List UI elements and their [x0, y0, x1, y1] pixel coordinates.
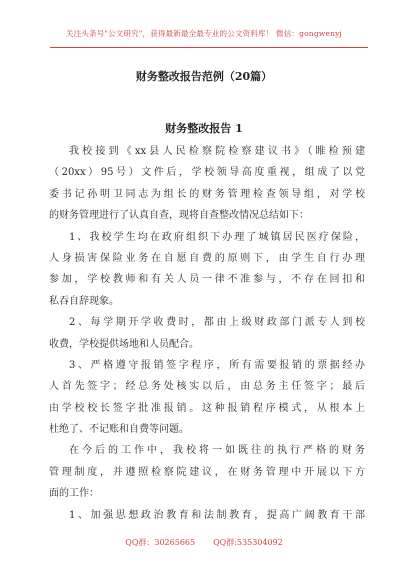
document-title: 财务整改报告范例（20篇） [135, 70, 273, 83]
body-text-line: 管理制度，并遵照检察院建议，在财务管理中开展以下方 [49, 466, 365, 478]
body-text-line: 3、严格遵守报销签字程序，所有需要报销的票据经办 [69, 359, 365, 371]
body-text-line: 2、每学期开学收费时，都由上级财政部门派专人到校 [69, 317, 365, 329]
body-text-line: 1、我校学生均在政府组织下办理了城镇居民医疗保险， [69, 231, 365, 243]
body-text-line: 在今后的工作中，我校将一如既往的执行严格的财务 [69, 445, 365, 457]
footer-qq-group-1: QQ群：30265665 [125, 538, 196, 547]
body-text-line: 我校接到《xx县人民检察院检察建议书》（睢检预建 [69, 146, 365, 157]
body-text-line: 1、加强思想政治教育和法制教育，提高广阔教育干部 [69, 509, 365, 521]
header-notice: 关注头条号"公文研究"，获得最新最全最专业的公文资料库！ 微信：gongwenyj [65, 29, 343, 38]
body-text-line: 人首先签字；经总务处核实以后，由总务主任签字；最后 [49, 381, 365, 393]
body-text-line: 的财务管理进行了认真自查，现将自查整改情况总结如下： [49, 210, 309, 222]
document-body [49, 141, 365, 526]
body-text-line: 收费，学校提供场地和人员配合。 [49, 338, 199, 350]
body-text-line: 委书记孙明卫同志为组长的财务管理检查领导组，对学校 [49, 188, 365, 200]
body-text-line: 由学校校长签字批准报销。这种报销程序模式，从根本上 [49, 402, 365, 414]
body-text-line: 私吞自辞现象。 [49, 295, 119, 307]
footer-contacts [0, 537, 408, 548]
body-text-line: 参加，学校教师和有关人员一律不准参与，不存在回扣和 [49, 274, 365, 286]
body-text-line: 面的工作： [49, 488, 99, 500]
footer-qq-group-2: QQ群:535304092 [213, 538, 283, 547]
section-title: 财务整改报告 1 [165, 122, 243, 135]
body-text-line: （20xx）95号）文件后，学校领导高度重视，组成了以党 [49, 167, 365, 179]
body-text-line: 人身损害保险业务在自愿自费的原则下，由学生自行办理 [49, 252, 365, 264]
body-text-line: 杜绝了、不记账和自费等问题。 [49, 424, 189, 436]
header-divider [50, 47, 368, 48]
